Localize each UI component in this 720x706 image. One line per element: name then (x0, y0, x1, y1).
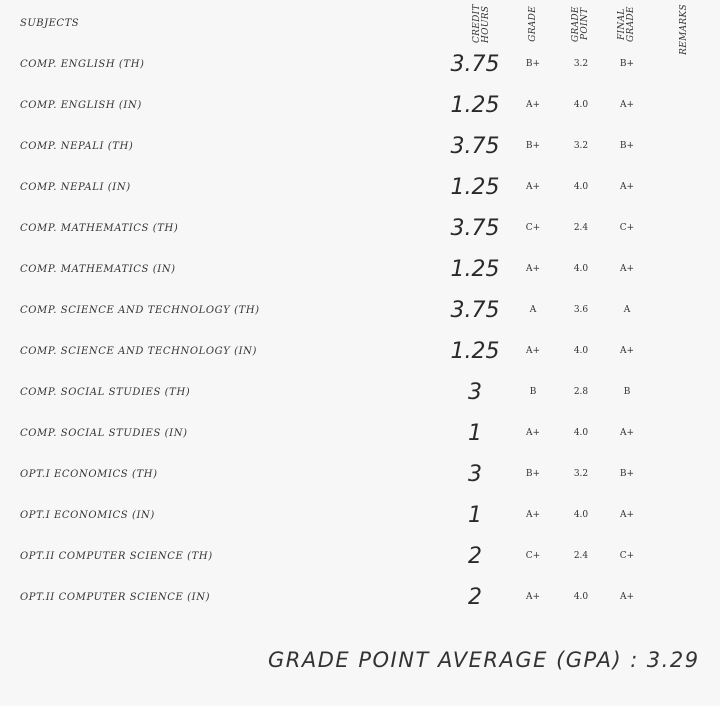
grade-value: A+ (525, 346, 541, 356)
final-grade-value: A+ (619, 100, 635, 110)
grade-point-value: 4.0 (573, 428, 589, 438)
subject-name: COMP. NEPALI (IN) (20, 182, 131, 193)
grade-value: A+ (525, 100, 541, 110)
grade-table (0, 44, 720, 618)
header-grade-point: GRADE POINT (571, 6, 590, 42)
table-row (0, 85, 720, 126)
final-grade-value: B+ (619, 141, 635, 151)
final-grade-value: A+ (619, 428, 635, 438)
grade-point-value: 3.2 (573, 141, 589, 151)
credit-hours-value: 1.25 (450, 175, 500, 200)
subject-name: COMP. SOCIAL STUDIES (IN) (20, 428, 188, 439)
header-grade: GRADE (527, 6, 538, 42)
table-row (0, 44, 720, 85)
credit-hours-value: 1 (468, 421, 482, 446)
grade-point-value: 3.2 (573, 469, 589, 479)
grade-value: A+ (525, 428, 541, 438)
grade-value: A+ (525, 510, 541, 520)
final-grade-value: A+ (619, 510, 635, 520)
final-grade-value: C+ (619, 551, 635, 561)
subject-name: COMP. SOCIAL STUDIES (TH) (20, 387, 191, 398)
grade-point-value: 2.8 (573, 387, 589, 397)
header-subjects: SUBJECTS (20, 18, 80, 29)
table-row (0, 495, 720, 536)
table-row (0, 167, 720, 208)
grade-point-value: 4.0 (573, 346, 589, 356)
subject-name: COMP. ENGLISH (TH) (20, 59, 145, 70)
grade-value: B+ (525, 59, 541, 69)
credit-hours-value: 2 (468, 585, 482, 610)
subject-name: COMP. MATHEMATICS (IN) (20, 264, 176, 275)
table-row (0, 577, 720, 618)
grade-value: A (529, 305, 537, 315)
subject-name: COMP. MATHEMATICS (TH) (20, 223, 179, 234)
grade-value: B (529, 387, 537, 397)
gpa-separator: : (630, 648, 639, 672)
credit-hours-value: 3.75 (450, 52, 500, 77)
table-row (0, 454, 720, 495)
gpa-label: GRADE POINT AVERAGE (GPA) (268, 648, 623, 672)
table-row (0, 290, 720, 331)
subject-name: COMP. SCIENCE AND TECHNOLOGY (IN) (20, 346, 257, 357)
credit-hours-value: 1.25 (450, 93, 500, 118)
header-remarks: REMARKS (678, 3, 689, 55)
subject-name: OPT.II COMPUTER SCIENCE (TH) (20, 551, 213, 562)
final-grade-value: A+ (619, 346, 635, 356)
credit-hours-value: 1.25 (450, 339, 500, 364)
subject-name: COMP. SCIENCE AND TECHNOLOGY (TH) (20, 305, 260, 316)
grade-point-value: 4.0 (573, 100, 589, 110)
final-grade-value: B+ (619, 59, 635, 69)
final-grade-value: B+ (619, 469, 635, 479)
grade-value: B+ (525, 469, 541, 479)
subject-name: OPT.I ECONOMICS (IN) (20, 510, 155, 521)
grade-value: A+ (525, 182, 541, 192)
grade-point-value: 3.2 (573, 59, 589, 69)
header-final-grade: FINAL GRADE (617, 6, 636, 42)
grade-point-value: 4.0 (573, 182, 589, 192)
final-grade-value: A (623, 305, 631, 315)
grade-value: C+ (525, 223, 541, 233)
gpa-summary (268, 648, 714, 680)
table-row (0, 249, 720, 290)
credit-hours-value: 3.75 (450, 216, 500, 241)
grade-point-value: 4.0 (573, 592, 589, 602)
final-grade-value: A+ (619, 592, 635, 602)
credit-hours-value: 3.75 (450, 298, 500, 323)
grade-value: B+ (525, 141, 541, 151)
credit-hours-value: 1.25 (450, 257, 500, 282)
table-row (0, 126, 720, 167)
credit-hours-value: 2 (468, 544, 482, 569)
grade-value: A+ (525, 592, 541, 602)
subject-name: COMP. NEPALI (TH) (20, 141, 134, 152)
table-row (0, 413, 720, 454)
grade-point-value: 2.4 (573, 223, 589, 233)
credit-hours-value: 1 (468, 503, 482, 528)
subject-name: OPT.I ECONOMICS (TH) (20, 469, 158, 480)
grade-point-value: 4.0 (573, 264, 589, 274)
subject-name: OPT.II COMPUTER SCIENCE (IN) (20, 592, 211, 603)
final-grade-value: A+ (619, 182, 635, 192)
table-row (0, 331, 720, 372)
grade-point-value: 2.4 (573, 551, 589, 561)
gpa-value: 3.29 (646, 648, 700, 672)
credit-hours-value: 3 (468, 462, 482, 487)
final-grade-value: C+ (619, 223, 635, 233)
header-credit-hours: CREDIT HOURS (472, 4, 491, 44)
final-grade-value: A+ (619, 264, 635, 274)
credit-hours-value: 3 (468, 380, 482, 405)
subject-name: COMP. ENGLISH (IN) (20, 100, 142, 111)
final-grade-value: B (623, 387, 631, 397)
grade-value: C+ (525, 551, 541, 561)
credit-hours-value: 3.75 (450, 134, 500, 159)
table-row (0, 536, 720, 577)
grade-point-value: 4.0 (573, 510, 589, 520)
grade-value: A+ (525, 264, 541, 274)
grade-point-value: 3.6 (573, 305, 589, 315)
table-row (0, 372, 720, 413)
table-row (0, 208, 720, 249)
